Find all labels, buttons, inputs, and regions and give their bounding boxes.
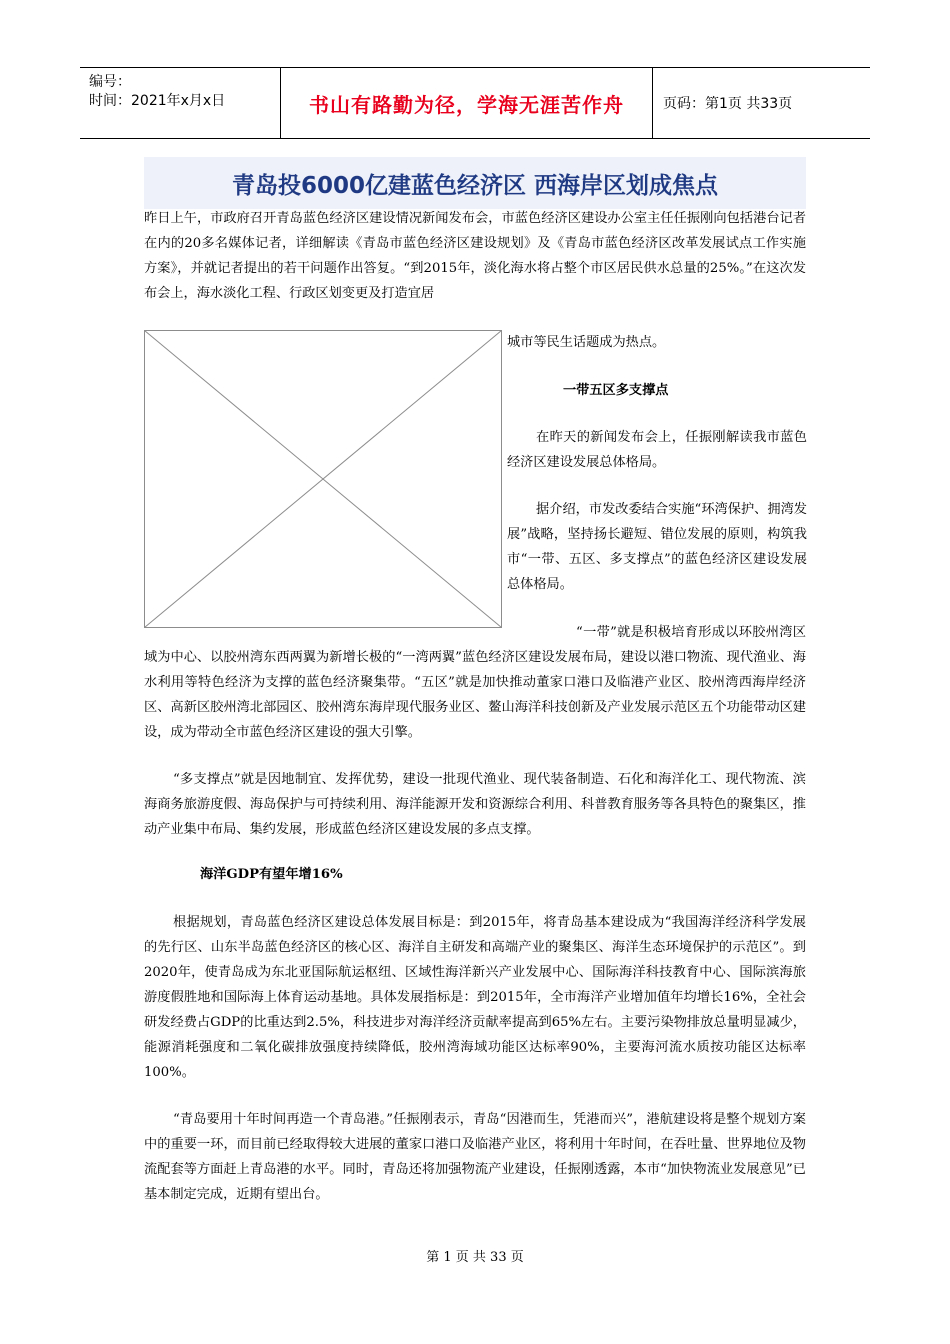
header-page-cell (653, 68, 870, 138)
section-heading-gdp: 海洋GDP有望年增16% (200, 867, 343, 882)
article-title-box (144, 157, 806, 209)
paragraph-one-belt: “一带”就是积极培育形成以环胶州湾区域为中心、以胶州湾东西两翼为新增长极的“一湾两翼”蓝色经济区建设发展布局，建设以港口物流、现代渔业、海水利用等特色经济为支撑的蓝色经济聚集带。“五区”就是加快推动董家口港口及临港产业区、胶州湾西海岸经济区、高新区胶州湾北部园区、胶州湾东海岸现代服务业区、鳌山海洋科技创新及产业发展示范区五个功能带动区建设，成为带动全市蓝色经济区建设的强大引擎。 (144, 625, 806, 740)
paragraph-intro: 昨日上午，市政府召开青岛蓝色经济区建设情况新闻发布会，市蓝色经济区建设办公室主任任振刚向包括港台记者在内的20多名媒体记者，详细解读《青岛市蓝色经济区建设规划》及《青岛市蓝色经济区改革发展试点工作实施方案》，并就记者提出的若干问题作出答复。“到2015年，淡化海水将占整个市区居民供水总量的25%。”在这次发布会上，海水淡化工程、行政区划变更及打造宜居 (144, 211, 806, 301)
paragraph-side-continuation: 城市等民生话题成为热点。 (507, 335, 666, 350)
section-heading-one-belt: 一带五区多支撑点 (563, 383, 669, 398)
paragraph-side-briefing: 在昨天的新闻发布会上，任振刚解读我市蓝色经济区建设发展总体格局。 (507, 430, 807, 470)
paragraph-goals: 根据规划，青岛蓝色经济区建设总体发展目标是：到2015年，将青岛基本建设成为“我国海洋经济科学发展的先行区、山东半岛蓝色经济区的核心区、海洋自主研发和高端产业的聚集区、海洋生态环境保护的示范区”。到2020年，使青岛成为东北亚国际航运枢纽、区域性海洋新兴产业发展中心、国际海洋科技教育中心、国际滨海旅游度假胜地和国际海上体育运动基地。具体发展指标是：到2015年，全市海洋产业增加值年均增长16%，全社会研发经费占GDP的比重达到2.5%，科技进步对海洋经济贡献率提高到65%左右。主要污染物排放总量明显减少，能源消耗强度和二氧化碳排放强度持续降低，胶州湾海域功能区达标率90%，主要海河流水质按功能区达标率100%。 (144, 915, 806, 1080)
page-footer: 第 1 页 共 33 页 (426, 1250, 524, 1265)
page-label: 页码：第1页 共33页 (663, 96, 793, 112)
paragraph-side-layout: 据介绍，市发改委结合实施“环湾保护、拥湾发展”战略，坚持扬长避短、错位发展的原则，构筑我市“一带、五区、多支撑点”的蓝色经济区建设发展总体格局。 (507, 502, 807, 592)
header-meta (80, 68, 280, 138)
image-placeholder (144, 330, 502, 628)
paragraph-support-points: “多支撑点”就是因地制宜、发挥优势，建设一批现代渔业、现代装备制造、石化和海洋化工、现代物流、滨海商务旅游度假、海岛保护与可持续利用、海洋能源开发和资源综合利用、科普教育服务等各具特色的聚集区，推动产业集中布局、集约发展，形成蓝色经济区建设发展的多点支撑。 (144, 772, 806, 837)
paragraph-port: “青岛要用十年时间再造一个青岛港。”任振刚表示，青岛“因港而生，凭港而兴”，港航建设将是整个规划方案中的重要一环，而目前已经取得较大进展的董家口港口及临港产业区，将利用十年时间，在吞吐量、世界地位及物流配套等方面赶上青岛港的水平。同时，青岛还将加强物流产业建设，任振刚透露，本市“加快物流业发展意见”已基本制定完成，近期有望出台。 (144, 1112, 806, 1202)
header-motto-cell (280, 68, 653, 138)
motto: 书山有路勤为径，学海无涯苦作舟 (309, 92, 624, 117)
article-title: 青岛投6000亿建蓝色经济区 西海岸区划成焦点 (231, 172, 719, 199)
date-label: 时间：2021年x月x日 (89, 93, 226, 109)
number-label: 编号： (89, 74, 131, 90)
header-table (80, 67, 870, 139)
